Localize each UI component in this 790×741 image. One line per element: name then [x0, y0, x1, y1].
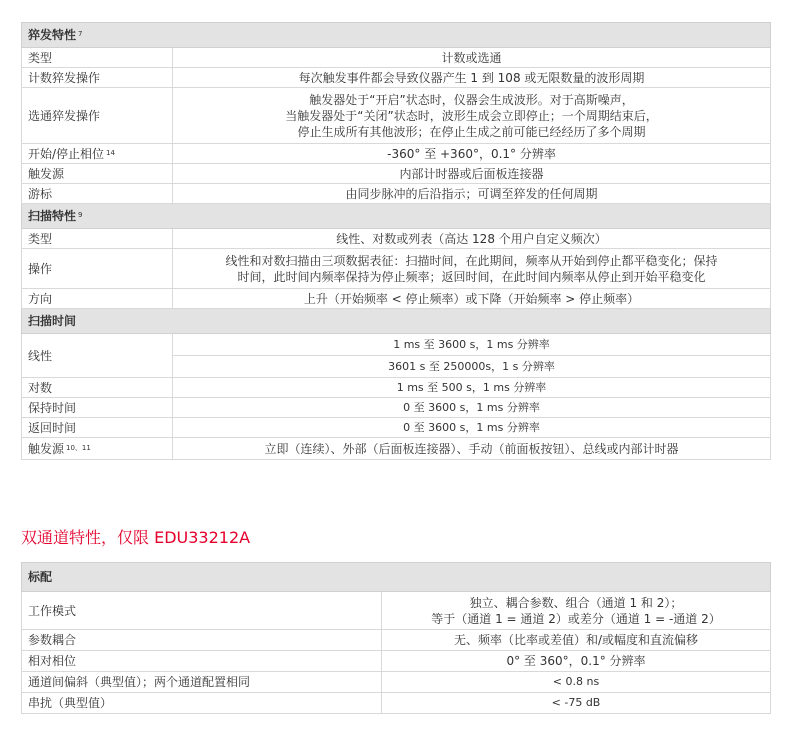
table-row	[22, 68, 771, 88]
table-row	[22, 592, 771, 630]
standard-header-text: 标配	[22, 563, 771, 592]
burst-sweep-spec-table	[21, 22, 771, 460]
burst-header-text: 猝发特性	[28, 28, 77, 42]
row-label: 相对相位	[22, 651, 382, 672]
row-label: 游标	[22, 184, 173, 204]
footnote-ref: 9	[78, 211, 83, 219]
table-row	[22, 378, 771, 398]
value-line: 线性和对数扫描由三项数据表征：扫描时间，在此期间，频率从开始到停止都平稳变化；保持	[225, 253, 718, 268]
row-label: 串扰（典型值）	[22, 693, 382, 714]
table-row	[22, 249, 771, 289]
row-label: 参数耦合	[22, 630, 382, 651]
row-label: 方向	[22, 289, 173, 309]
value-line: 触发器处于“开启”状态时，仪器会生成波形。对于高斯噪声，	[309, 92, 634, 107]
row-value: 线性、对数或列表（高达 128 个用户自定义频次）	[173, 229, 771, 249]
burst-section-header	[22, 23, 771, 48]
value-line: 当触发器处于“关闭”状态时，波形生成会立即停止；一个周期结束后，	[285, 108, 658, 123]
dual-channel-spec-table	[21, 562, 771, 714]
row-label	[22, 438, 173, 460]
value-line: 等于（通道 1 = 通道 2）或差分（通道 1 = -通道 2）	[431, 611, 721, 626]
row-label: 对数	[22, 378, 173, 398]
row-value: 每次触发事件都会导致仪器产生 1 到 108 或无限数量的波形周期	[173, 68, 771, 88]
table-row	[22, 48, 771, 68]
row-value: 3601 s 至 250000s，1 s 分辨率	[173, 356, 771, 378]
row-label: 通道间偏斜（典型值）；两个通道配置相同	[22, 672, 382, 693]
sweep-time-section-header	[22, 309, 771, 334]
row-label: 保持时间	[22, 398, 173, 418]
row-value	[173, 88, 771, 144]
footnote-ref: 7	[78, 30, 83, 38]
row-label: 类型	[22, 229, 173, 249]
row-value: 内部计时器或后面板连接器	[173, 164, 771, 184]
table-row	[22, 144, 771, 164]
value-line: 时间，此时间内频率保持为停止频率；返回时间，在此时间内频率从停止到开始平稳变化	[237, 269, 706, 284]
row-label: 操作	[22, 249, 173, 289]
table-row	[22, 651, 771, 672]
row-label: 触发源	[22, 164, 173, 184]
table-row	[22, 334, 771, 356]
standard-section-header	[22, 563, 771, 592]
table-row	[22, 229, 771, 249]
table-row	[22, 630, 771, 651]
row-label: 类型	[22, 48, 173, 68]
footnote-ref: 10、11	[66, 443, 91, 452]
row-label-text: 触发源	[28, 441, 65, 456]
row-label: 计数猝发操作	[22, 68, 173, 88]
row-value: 1 ms 至 3600 s，1 ms 分辨率	[173, 334, 771, 356]
table-row	[22, 88, 771, 144]
row-value: -360° 至 +360°，0.1° 分辨率	[173, 144, 771, 164]
row-value: 0° 至 360°，0.1° 分辨率	[382, 651, 771, 672]
table-row	[22, 398, 771, 418]
row-value: 立即（连续）、外部（后面板连接器）、手动（前面板按钮）、总线或内部计时器	[173, 438, 771, 460]
row-label	[22, 144, 173, 164]
row-label: 线性	[22, 334, 173, 378]
row-label: 工作模式	[22, 592, 382, 630]
row-label: 选通猝发操作	[22, 88, 173, 144]
sweep-header-text: 扫描特性	[28, 209, 77, 223]
row-label: 返回时间	[22, 418, 173, 438]
sweep-time-header-text: 扫描时间	[22, 309, 771, 334]
table-row	[22, 438, 771, 460]
row-label-text: 开始/停止相位	[28, 146, 105, 161]
section-title: 双通道特性，仅限 EDU33212A	[21, 528, 251, 547]
value-line: 停止生成所有其他波形；在停止生成之前可能已经经历了多个周期	[297, 124, 646, 139]
row-value: 上升（开始频率 < 停止频率）或下降（开始频率 > 停止频率）	[173, 289, 771, 309]
footnote-ref: 14	[106, 148, 115, 157]
table-row	[22, 184, 771, 204]
row-value: 1 ms 至 500 s，1 ms 分辨率	[173, 378, 771, 398]
row-value: 0 至 3600 s，1 ms 分辨率	[173, 398, 771, 418]
row-value: < -75 dB	[382, 693, 771, 714]
table-row	[22, 672, 771, 693]
table-row	[22, 418, 771, 438]
row-value: 无、频率（比率或差值）和/或幅度和直流偏移	[382, 630, 771, 651]
sweep-section-header	[22, 204, 771, 229]
table-row	[22, 289, 771, 309]
row-value: 计数或选通	[173, 48, 771, 68]
row-value: 由同步脉冲的后沿指示；可调至猝发的任何周期	[173, 184, 771, 204]
table-row	[22, 693, 771, 714]
table-row	[22, 164, 771, 184]
row-value: < 0.8 ns	[382, 672, 771, 693]
row-value: 0 至 3600 s，1 ms 分辨率	[173, 418, 771, 438]
value-line: 独立、耦合参数、组合（通道 1 和 2）；	[469, 595, 683, 610]
row-value	[173, 249, 771, 289]
row-value	[382, 592, 771, 630]
